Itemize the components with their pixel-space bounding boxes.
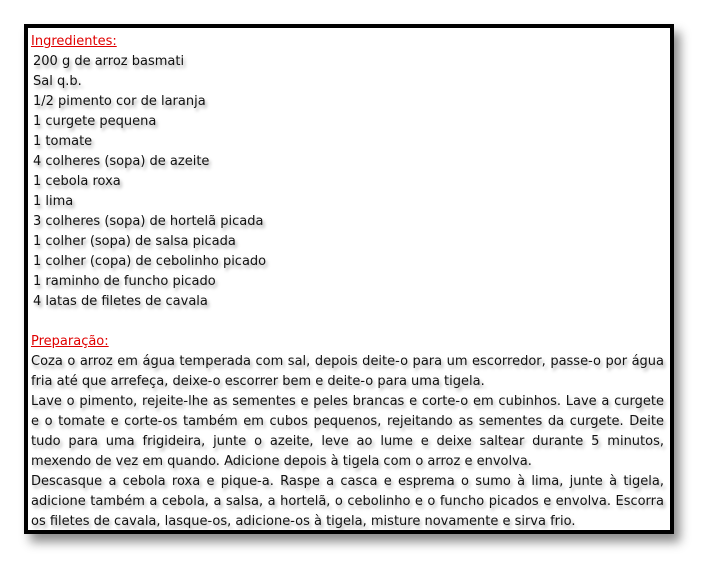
ingredient-item: 1 tomate <box>33 134 93 149</box>
section-spacer <box>31 312 664 332</box>
ingredient-item: Sal q.b. <box>33 74 82 89</box>
ingredients-heading: Ingredientes: <box>31 34 117 49</box>
ingredient-item: 1 colher (sopa) de salsa picada <box>33 234 236 249</box>
ingredients-list <box>31 52 664 312</box>
ingredient-item: 3 colheres (sopa) de hortelã picada <box>33 214 264 229</box>
ingredient-item: 4 colheres (sopa) de azeite <box>33 154 210 169</box>
preparation-heading: Preparação: <box>31 334 109 349</box>
ingredient-item: 4 latas de filetes de cavala <box>33 294 208 309</box>
preparation-step: Descasque a cebola roxa e pique-a. Raspe a casca e esprema o sumo à lima, junte à tigela, adicione também a cebola, a salsa, a hortelã, o cebolinho e o funcho picados e envolva. Escorra os filetes de cavala, lasque-os, adicione-os à tigela, misture novamente e sirva frio. <box>31 474 664 529</box>
ingredient-item: 1 curgete pequena <box>33 114 157 129</box>
ingredient-item: 1 cebola roxa <box>33 174 121 189</box>
preparation-step: Coza o arroz em água temperada com sal, depois deite-o para um escorredor, passe-o por água fria até que arrefeça, deixe-o escorrer bem e deite-o para uma tigela. <box>31 354 664 389</box>
ingredient-item: 1 colher (copa) de cebolinho picado <box>33 254 267 269</box>
ingredient-item: 1 raminho de funcho picado <box>33 274 216 289</box>
recipe-card <box>24 24 674 534</box>
ingredient-item: 200 g de arroz basmati <box>33 54 185 69</box>
ingredient-item: 1 lima <box>33 194 74 209</box>
ingredient-item: 1/2 pimento cor de laranja <box>33 94 206 109</box>
preparation-step: Lave o pimento, rejeite-lhe as sementes e peles brancas e corte-o em cubinhos. Lave a curgete e o tomate e corte-os também em cubos pequenos, rejeitando as sementes da curgete. Deite tudo para uma frigideira, junte o azeite, leve ao lume e deixe saltear durante 5 minutos, mexendo de vez em quando. Adicione depois à tigela com o arroz e envolva. <box>31 394 664 469</box>
